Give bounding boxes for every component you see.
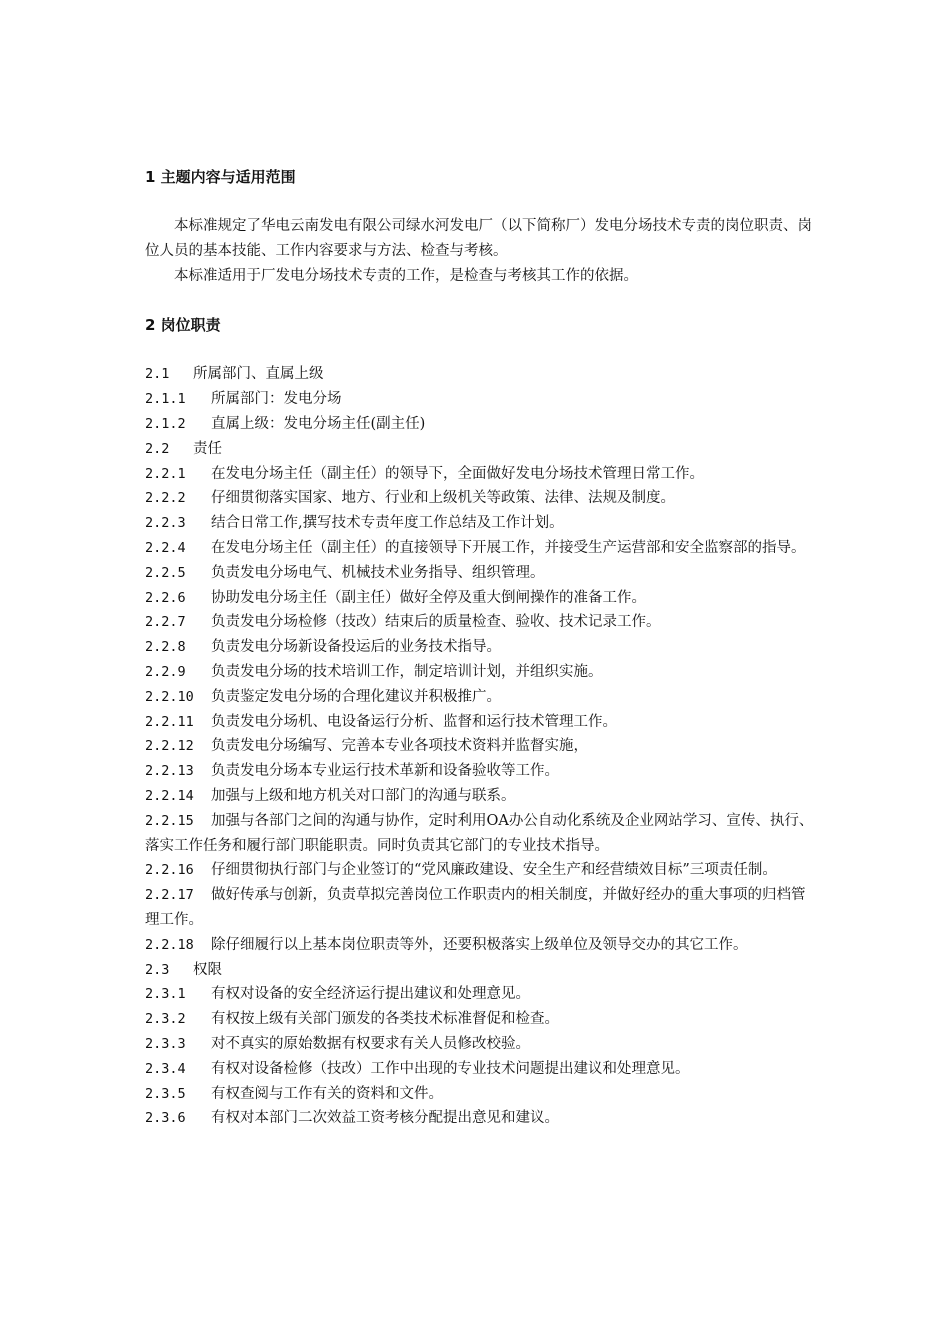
clause-item (145, 958, 815, 983)
clause-item (145, 1082, 815, 1107)
clause-number: 2.2.4 (145, 539, 186, 556)
clause-text: 做好传承与创新，负责草拟完善岗位工作职责内的相关制度，并做好经办的重大事项的归档管理工作。 (145, 887, 806, 928)
clause-number: 2.2.18 (145, 936, 194, 953)
clause-item (145, 784, 815, 809)
clause-text: 负责发电分场机、电设备运行分析、监督和运行技术管理工作。 (211, 713, 617, 730)
clause-item (145, 660, 815, 685)
clause-number: 2.2.5 (145, 564, 186, 581)
clause-text: 所属部门、直属上级 (193, 366, 324, 383)
clause-text: 有权对设备检修（技改）工作中出现的专业技术问题提出建议和处理意见。 (211, 1060, 690, 1077)
clause-text: 加强与上级和地方机关对口部门的沟通与联系。 (211, 787, 516, 804)
clause-text: 直属上级：发电分场主任(副主任) (211, 415, 426, 432)
clause-text: 责任 (193, 440, 222, 457)
clause-number: 2.2.9 (145, 663, 186, 680)
clause-number: 2.3.3 (145, 1035, 186, 1052)
clause-list (145, 362, 815, 1131)
clause-number: 2.2.12 (145, 738, 194, 755)
clause-text: 仔细贯彻落实国家、地方、行业和上级机关等政策、法律、法规及制度。 (211, 490, 675, 507)
clause-number: 2.2.10 (145, 688, 194, 705)
clause-item (145, 511, 815, 536)
clause-item (145, 362, 815, 387)
clause-text: 结合日常工作,撰写技术专责年度工作总结及工作计划。 (211, 515, 564, 532)
clause-number: 2.2.17 (145, 887, 194, 904)
clause-text: 有权按上级有关部门颁发的各类技术标准督促和检查。 (211, 1011, 559, 1028)
clause-text: 负责发电分场的技术培训工作，制定培训计划，并组织实施。 (211, 663, 603, 680)
clause-item (145, 412, 815, 437)
clause-number: 2.2.14 (145, 787, 194, 804)
clause-text: 负责发电分场电气、机械技术业务指导、组织管理。 (211, 564, 545, 581)
clause-item (145, 1007, 815, 1032)
clause-number: 2.2.6 (145, 589, 186, 606)
clause-item (145, 734, 815, 759)
clause-text: 负责发电分场新设备投运后的业务技术指导。 (211, 639, 501, 656)
clause-number: 2.2.3 (145, 515, 186, 532)
clause-item (145, 1106, 815, 1131)
clause-number: 2.3.5 (145, 1085, 186, 1102)
paragraph: 本标准规定了华电云南发电有限公司绿水河发电厂（以下简称厂）发电分场技术专责的岗位职责、岗位人员的基本技能、工作内容要求与方法、检查与考核。 (145, 218, 812, 259)
clause-text: 有权对设备的安全经济运行提出建议和处理意见。 (211, 986, 530, 1003)
clause-number: 2.3.6 (145, 1110, 186, 1127)
clause-text: 负责发电分场本专业运行技术革新和设备验收等工作。 (211, 763, 559, 780)
clause-number: 2.1.2 (145, 415, 186, 432)
clause-number: 2.2.2 (145, 490, 186, 507)
clause-item (145, 710, 815, 735)
document-body (145, 165, 815, 1131)
clause-item (145, 933, 815, 958)
clause-text: 负责鉴定发电分场的合理化建议并积极推广。 (211, 688, 501, 705)
clause-number: 2.2.11 (145, 713, 194, 730)
clause-item (145, 437, 815, 462)
clause-text: 仔细贯彻执行部门与企业签订的“党风廉政建设、安全生产和经营绩效目标”三项责任制。 (211, 862, 777, 879)
clause-text: 负责发电分场检修（技改）结束后的质量检查、验收、技术记录工作。 (211, 614, 661, 631)
clause-text: 对不真实的原始数据有权要求有关人员修改校验。 (211, 1035, 530, 1052)
clause-number: 2.1.1 (145, 391, 186, 408)
clause-item (145, 561, 815, 586)
clause-text: 有权查阅与工作有关的资料和文件。 (211, 1085, 443, 1102)
clause-item (145, 982, 815, 1007)
clause-item (145, 759, 815, 784)
clause-item (145, 685, 815, 710)
clause-text: 在发电分场主任（副主任）的领导下，全面做好发电分场技术管理日常工作。 (211, 465, 704, 482)
clause-number: 2.1 (145, 366, 170, 383)
section-responsibilities (145, 313, 815, 1131)
section-heading-scope: 1 主题内容与适用范围 (145, 168, 296, 186)
clause-number: 2.3 (145, 961, 170, 978)
clause-text: 在发电分场主任（副主任）的直接领导下开展工作，并接受生产运营部和安全监察部的指导。 (211, 539, 806, 556)
clause-number: 2.2 (145, 440, 170, 457)
clause-text: 所属部门：发电分场 (211, 391, 342, 408)
clause-text: 除仔细履行以上基本岗位职责等外，还要积极落实上级单位及领导交办的其它工作。 (211, 936, 748, 953)
clause-item (145, 1057, 815, 1082)
clause-item (145, 883, 815, 933)
clause-text: 权限 (193, 961, 222, 978)
clause-item (145, 586, 815, 611)
clause-text: 加强与各部门之间的沟通与协作，定时利用OA办公自动化系统及企业网站学习、宣传、执行、落实工作任务和履行部门职能职责。同时负责其它部门的专业技术指导。 (145, 812, 814, 854)
clause-number: 2.2.8 (145, 639, 186, 656)
clause-number: 2.2.1 (145, 465, 186, 482)
clause-text: 有权对本部门二次效益工资考核分配提出意见和建议。 (211, 1110, 559, 1127)
section-heading-responsibilities: 2 岗位职责 (145, 316, 221, 335)
clause-number: 2.3.1 (145, 986, 186, 1003)
clause-text: 协助发电分场主任（副主任）做好全停及重大倒闸操作的准备工作。 (211, 589, 646, 606)
clause-item (145, 809, 815, 859)
clause-item (145, 1032, 815, 1057)
clause-item (145, 462, 815, 487)
clause-item (145, 536, 815, 561)
clause-text: 负责发电分场编写、完善本专业各项技术资料并监督实施， (211, 738, 588, 755)
clause-item (145, 635, 815, 660)
clause-number: 2.2.16 (145, 862, 194, 879)
clause-number: 2.2.15 (145, 812, 194, 829)
clause-item (145, 858, 815, 883)
section-scope (145, 165, 815, 288)
clause-item (145, 387, 815, 412)
clause-number: 2.2.13 (145, 763, 194, 780)
paragraph: 本标准适用于厂发电分场技术专责的工作，是检查与考核其工作的依据。 (174, 267, 638, 284)
clause-item (145, 610, 815, 635)
clause-number: 2.3.4 (145, 1060, 186, 1077)
clause-number: 2.2.7 (145, 614, 186, 631)
clause-item (145, 486, 815, 511)
clause-number: 2.3.2 (145, 1011, 186, 1028)
